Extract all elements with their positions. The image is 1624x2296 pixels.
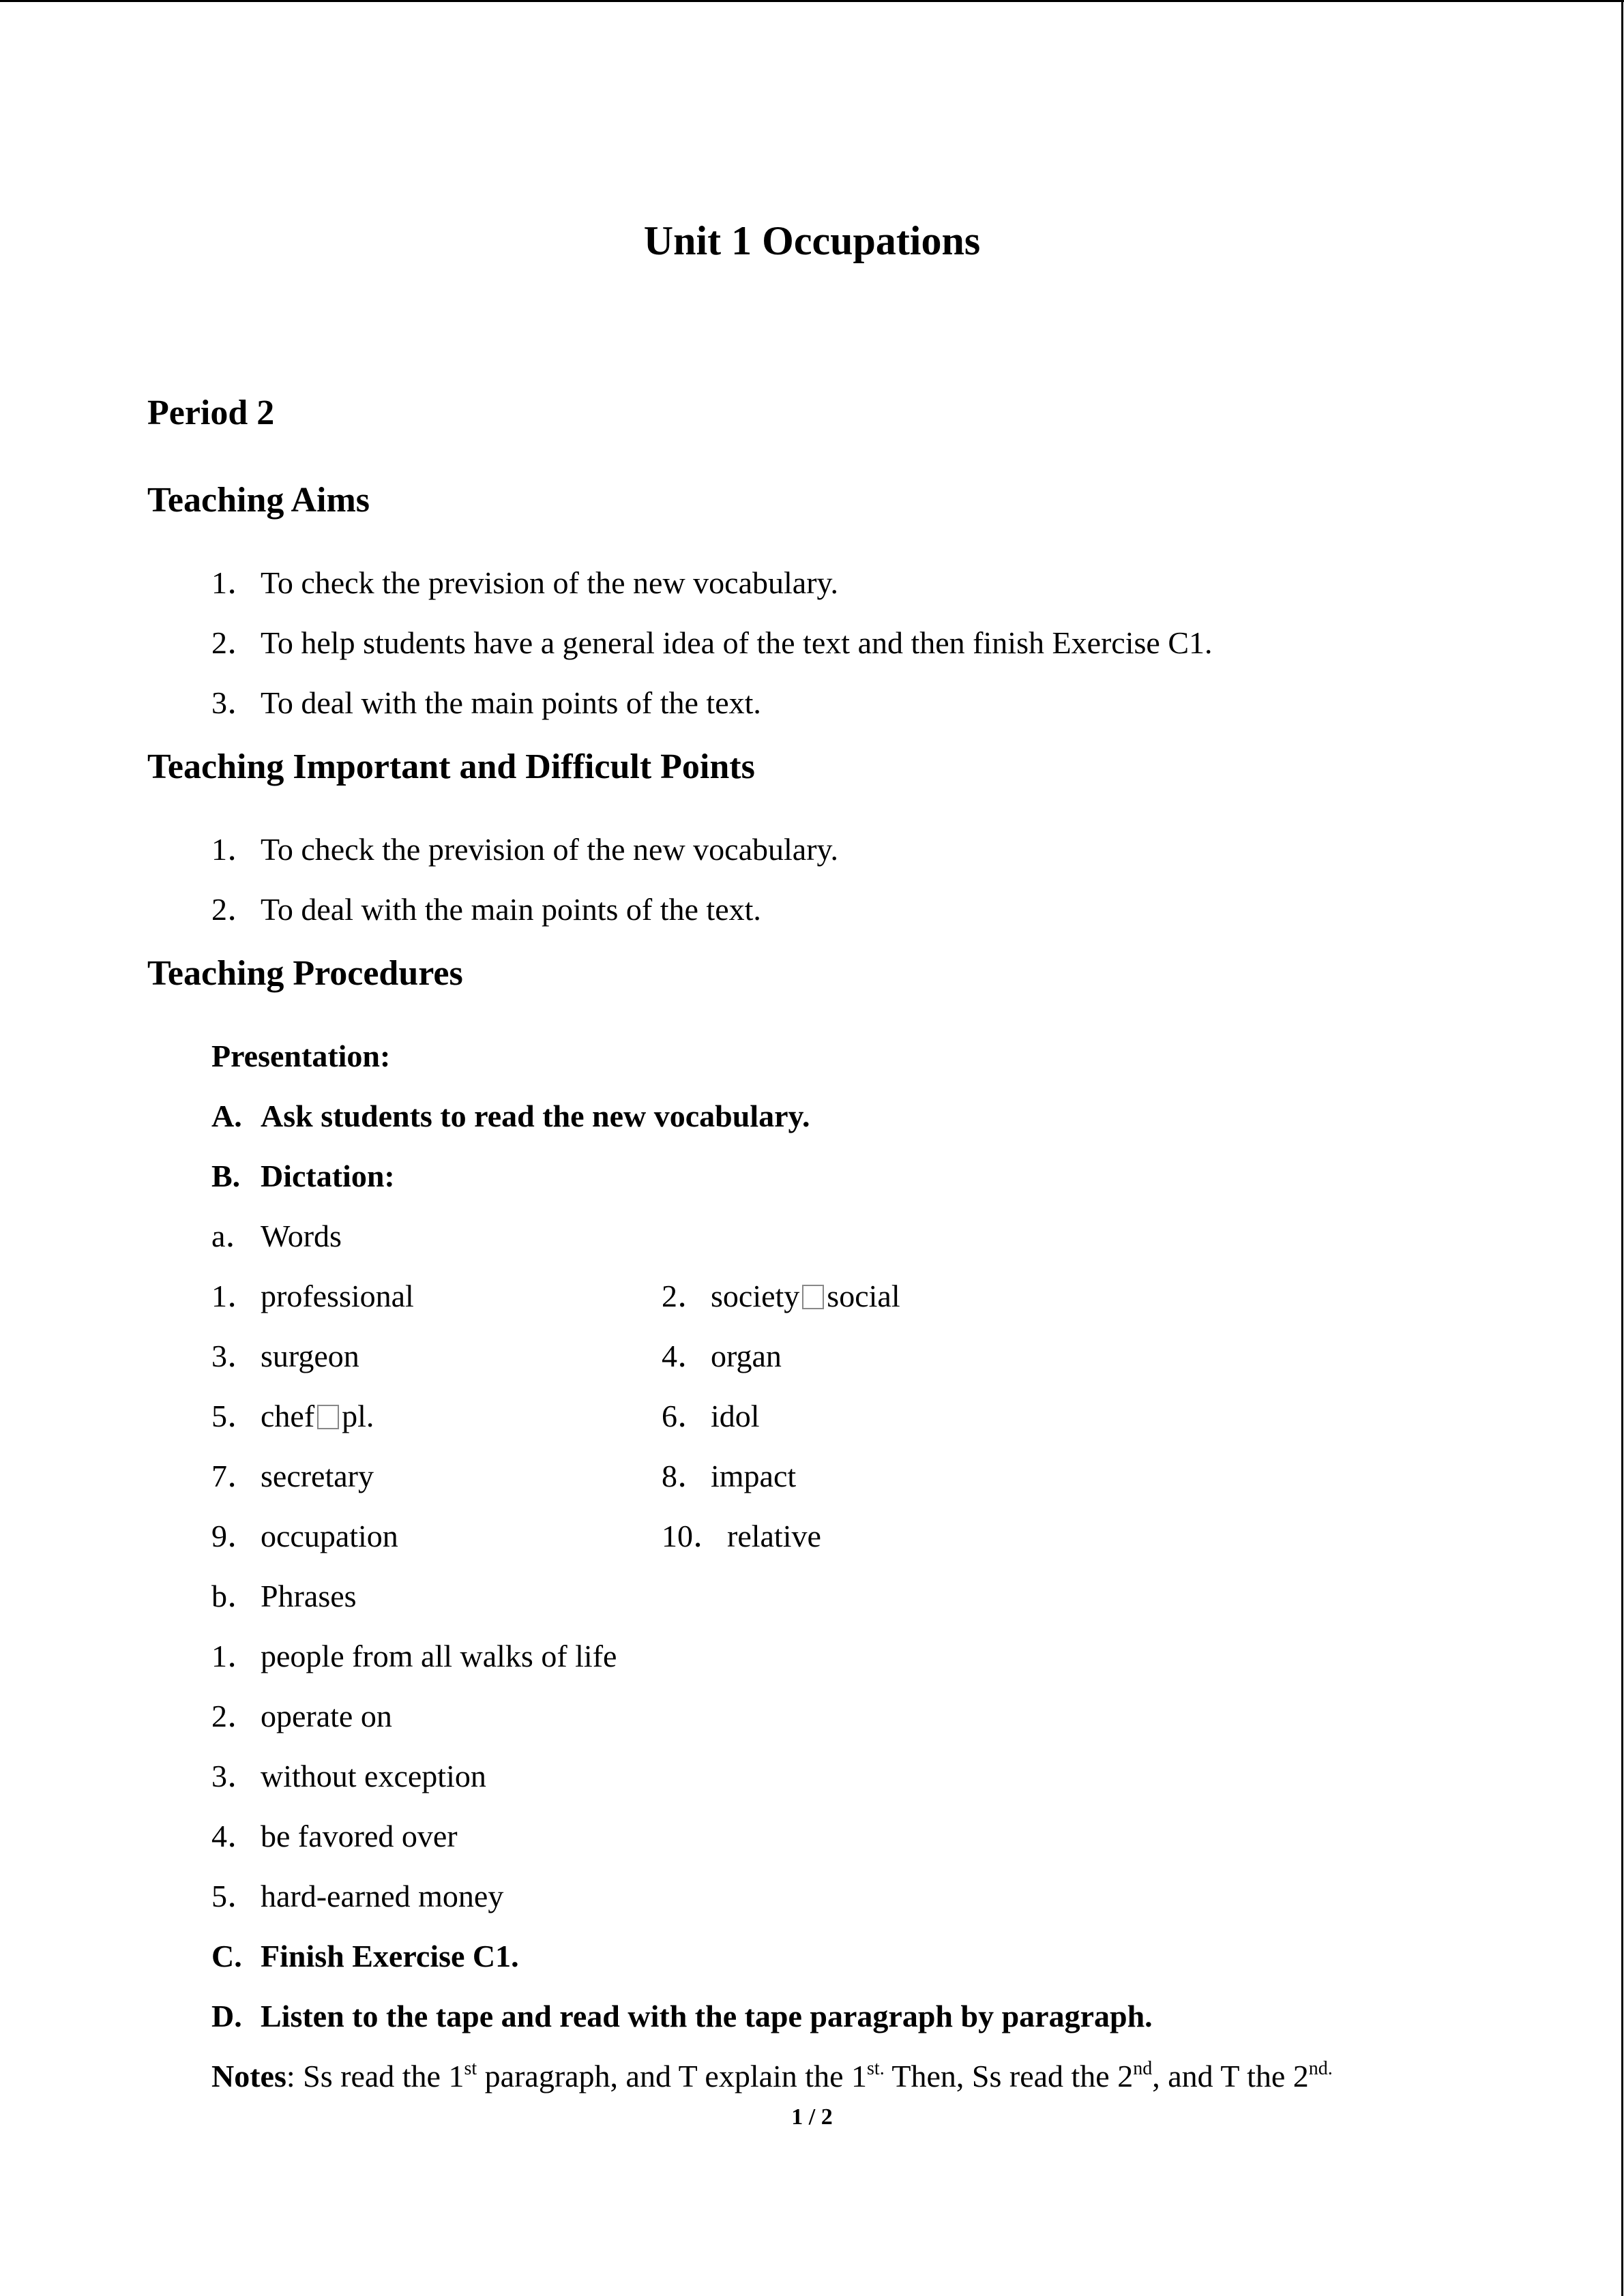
- presentation-label: Presentation:: [211, 1039, 391, 1073]
- word-part: society: [711, 1279, 800, 1313]
- item-text: operate on: [261, 1699, 392, 1733]
- notes-text: : Ss read the 1: [286, 2059, 464, 2093]
- item-number: 3．: [211, 685, 259, 720]
- notes-text: paragraph, and T explain the 1: [477, 2059, 868, 2093]
- word-part: social: [827, 1279, 900, 1313]
- item-text: organ: [711, 1339, 782, 1373]
- item-number: 4．: [662, 1339, 709, 1373]
- teaching-aims-heading: Teaching Aims: [147, 481, 370, 520]
- item-text: professional: [261, 1279, 414, 1313]
- item-number: 9．: [211, 1519, 259, 1553]
- step-text: Listen to the tape and read with the tape paragraph by paragraph.: [261, 1999, 1153, 2033]
- item-number: 1．: [211, 832, 259, 867]
- item-number: 3．: [211, 1759, 259, 1793]
- item-text: [261, 1394, 374, 1439]
- item-number: 1．: [211, 1639, 259, 1673]
- notes-text: , and T the 2: [1152, 2059, 1309, 2093]
- label-text: Words: [261, 1219, 342, 1253]
- item-number: 3．: [211, 1339, 259, 1373]
- item-number: 10．: [662, 1519, 724, 1553]
- missing-glyph-box: [317, 1405, 339, 1429]
- teaching-procedures-heading: Teaching Procedures: [147, 954, 463, 993]
- notes-line: [211, 2054, 1333, 2099]
- step-text: Ask students to read the new vocabulary.: [261, 1099, 810, 1133]
- item-text: relative: [727, 1519, 821, 1553]
- item-text: To check the prevision of the new vocabulary.: [261, 832, 839, 867]
- step-text: Dictation:: [261, 1159, 395, 1193]
- item-number: 4．: [211, 1819, 259, 1853]
- word-part: pl.: [342, 1399, 374, 1433]
- ordinal-suffix: st: [464, 2058, 477, 2079]
- item-number: 5．: [211, 1399, 259, 1433]
- item-text: impact: [711, 1459, 797, 1493]
- item-text: surgeon: [261, 1339, 359, 1373]
- item-number: 2．: [211, 1699, 259, 1733]
- item-number: 1．: [211, 565, 259, 600]
- item-text: To deal with the main points of the text.: [261, 685, 761, 720]
- item-number: 2．: [211, 625, 259, 660]
- item-number: 7．: [211, 1459, 259, 1493]
- notes-label: Notes: [211, 2059, 286, 2093]
- item-text: To help students have a general idea of the text and then finish Exercise C1.: [261, 625, 1213, 660]
- period-heading: Period 2: [147, 393, 275, 432]
- label-marker: b．: [211, 1579, 259, 1613]
- ordinal-suffix: nd.: [1308, 2058, 1333, 2079]
- item-text: hard-earned money: [261, 1879, 504, 1913]
- item-number: 2．: [211, 892, 259, 927]
- important-points-heading: Teaching Important and Difficult Points: [147, 747, 755, 786]
- item-number: 5．: [211, 1879, 259, 1913]
- missing-glyph-box: [802, 1285, 824, 1309]
- item-text: To deal with the main points of the text.: [261, 892, 761, 927]
- notes-text: Then, Ss read the 2: [884, 2059, 1134, 2093]
- item-text: without exception: [261, 1759, 486, 1793]
- item-text: [711, 1274, 900, 1319]
- item-text: be favored over: [261, 1819, 458, 1853]
- item-number: 1．: [211, 1279, 259, 1313]
- page-border-top: [0, 0, 1624, 2]
- step-letter: D.: [211, 1999, 242, 2033]
- item-number: 2．: [662, 1279, 709, 1313]
- step-letter: C.: [211, 1939, 242, 1973]
- item-text: secretary: [261, 1459, 374, 1493]
- step-letter: B.: [211, 1159, 241, 1193]
- ordinal-suffix: nd: [1133, 2058, 1153, 2079]
- step-text: Finish Exercise C1.: [261, 1939, 519, 1973]
- item-text: idol: [711, 1399, 760, 1433]
- item-text: occupation: [261, 1519, 398, 1553]
- item-text: To check the prevision of the new vocabulary.: [261, 565, 839, 600]
- document-title: Unit 1 Occupations: [643, 218, 981, 263]
- step-letter: A.: [211, 1099, 242, 1133]
- item-number: 6．: [662, 1399, 709, 1433]
- word-part: chef: [261, 1399, 315, 1433]
- item-number: 8．: [662, 1459, 709, 1493]
- page-number: 1 / 2: [791, 2104, 833, 2130]
- label-text: Phrases: [261, 1579, 357, 1613]
- item-text: people from all walks of life: [261, 1639, 617, 1673]
- page-border-right: [1621, 0, 1623, 2296]
- ordinal-suffix: st.: [867, 2058, 885, 2079]
- label-marker: a．: [211, 1219, 257, 1253]
